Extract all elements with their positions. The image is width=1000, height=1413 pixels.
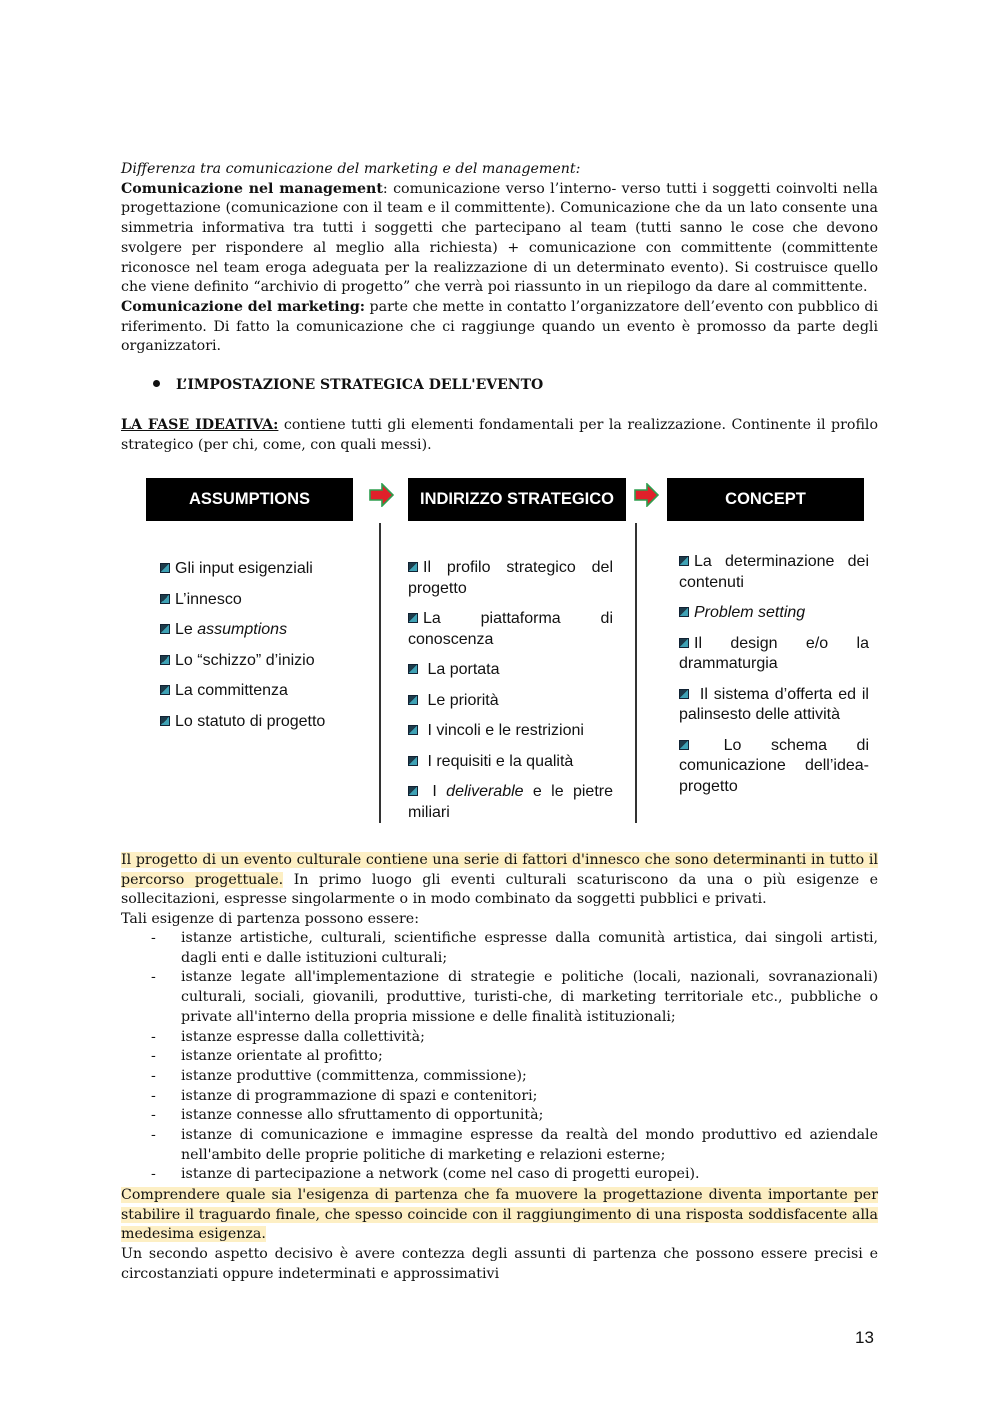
- list-item: Il design e/o la drammaturgia: [679, 634, 869, 672]
- square-bullet-icon: [160, 685, 170, 695]
- square-bullet-icon: [408, 664, 418, 674]
- square-bullet-icon: [408, 695, 418, 705]
- list-item: I vincoli e le restrizioni: [408, 721, 613, 742]
- list-item: Il profilo strategico del progetto: [408, 559, 613, 597]
- list-item: La portata: [408, 660, 613, 681]
- para3-rest: Un secondo aspetto decisivo è avere contezza degli assunti di partenza che possono essere precisi e circostanziati oppure indeterminati e approssimativi: [121, 1246, 878, 1282]
- assumptions-list: [160, 559, 360, 742]
- list-item: - istanze orientate al profitto;: [121, 1047, 878, 1067]
- mgmt-text: : comunicazione verso l’interno- verso tutti i soggetti coinvolti nella progettazione (comunicazione con il team e il committente). Comunicazione che da un lato consente una simmetria informativa tra tutti i soggetti che partecipano al team (tutti sanno le cose che devono svolgere per rispondere al meglio alla richiesta) + comunicazione con committente (committente riconosce nel team eroga adeguata per la realizzazione di un determinato evento). Si costruisce quello che viene definito “archivio di progetto” che verrà poi riassunto in un riepilogo da dare al committente.: [121, 180, 879, 296]
- list-item: Le priorità: [408, 691, 613, 712]
- square-bullet-icon: [160, 655, 170, 665]
- square-bullet-icon: [679, 607, 689, 617]
- highlighted-text: Il progetto di un evento culturale contiene una serie di fattori d'innesco che sono determinanti in tutto il percorso progettuale.: [121, 852, 878, 888]
- bullet-dot-icon: [153, 380, 160, 387]
- header-indirizzo: INDIRIZZO STRATEGICO: [408, 478, 626, 521]
- list-item: - istanze di programmazione di spazi e contenitori;: [121, 1087, 878, 1107]
- strategy-diagram: [146, 478, 869, 828]
- highlighted-text: Comprendere quale sia l'esigenza di partenza che fa muovere la progettazione diventa importante per stabilire il traguardo finale, che spesso coincide con il raggiungimento di una risposta soddisfacente alla medesima esigenza.: [121, 1187, 878, 1243]
- square-bullet-icon: [160, 624, 170, 634]
- square-bullet-icon: [679, 638, 689, 648]
- list-item: - istanze produttive (committenza, commissione);: [121, 1067, 878, 1087]
- list-item: Lo statuto di progetto: [160, 712, 360, 733]
- list-item: La piattaforma di conoscenza: [408, 610, 613, 648]
- intro-title: Differenza tra comunicazione del marketing e del management:: [121, 161, 581, 177]
- section-heading: [153, 377, 543, 393]
- column-divider: [635, 523, 637, 823]
- fase-label: LA FASE IDEATIVA:: [121, 417, 279, 433]
- square-bullet-icon: [160, 563, 170, 573]
- list-item: I requisiti e la qualità: [408, 752, 613, 773]
- fase-paragraph: [121, 416, 878, 455]
- section-heading-text: L’IMPOSTAZIONE STRATEGICA DELL'EVENTO: [176, 377, 544, 393]
- list-item: - istanze connesse allo sfruttamento di opportunità;: [121, 1106, 878, 1126]
- para2: [121, 851, 878, 930]
- list-item: Il sistema d’offerta ed il palinsesto delle attività: [679, 685, 869, 723]
- arrow-right-icon: [633, 483, 659, 507]
- list-item: Gli input esigenziali: [160, 559, 360, 580]
- list-item: L’innesco: [160, 590, 360, 611]
- esigenze-list: [121, 929, 878, 1185]
- list-item: Lo “schizzo” d’inizio: [160, 651, 360, 672]
- square-bullet-icon: [408, 756, 418, 766]
- mgmt-paragraph: [121, 180, 878, 298]
- list-item: Lo schema di comunicazione dell’idea-progetto: [679, 736, 869, 795]
- list-item: - istanze di comunicazione e immagine espresse da realtà del mondo produttivo ed aziendale nell'ambito delle proprie politiche di marketing e relazioni esterne;: [121, 1126, 878, 1165]
- list-item: Problem setting: [679, 603, 869, 624]
- para3-highlight-line: [121, 1186, 878, 1245]
- mkt-text: parte che mette in contatto l’organizzatore dell’evento con pubblico di riferimento. Di fatto la comunicazione che ci raggiunge quando un evento è promosso da parte degli organizzatori.: [121, 298, 878, 355]
- column-divider: [379, 523, 381, 823]
- list-item: - istanze legate all'implementazione di strategie e politiche (locali, nazionali, sovranazionali) culturali, sociali, giovanili, produttive, turisti-che, di marketing territoriale etc., pubbliche o private all'interno della propria missione e delle finalità istituzionali;: [121, 968, 878, 1027]
- para2-line: Tali esigenze di partenza possono essere:: [121, 911, 419, 928]
- page-number: 13: [855, 1328, 874, 1347]
- para3: [121, 1186, 878, 1285]
- square-bullet-icon: [408, 725, 418, 735]
- list-item: Le assumptions: [160, 620, 360, 641]
- list-item: I deliverable e le pietre miliari: [408, 783, 614, 821]
- header-concept: CONCEPT: [667, 478, 864, 521]
- header-assumptions: ASSUMPTIONS: [146, 478, 353, 521]
- list-item: La determinazione dei contenuti: [679, 553, 869, 591]
- list-item: - istanze espresse dalla collettività;: [121, 1028, 878, 1048]
- square-bullet-icon: [408, 786, 418, 796]
- list-item: La committenza: [160, 681, 360, 702]
- square-bullet-icon: [679, 689, 689, 699]
- square-bullet-icon: [160, 594, 170, 604]
- concept-list: [679, 552, 869, 807]
- fase-text: contiene tutti gli elementi fondamentali per la realizzazione. Continente il profilo strategico (per chi, come, con quali messi).: [121, 417, 878, 453]
- square-bullet-icon: [679, 740, 689, 750]
- indirizzo-list: [408, 558, 613, 833]
- mgmt-label: Comunicazione nel management: [121, 180, 383, 197]
- square-bullet-icon: [679, 556, 689, 566]
- mkt-label: Comunicazione del marketing:: [121, 298, 366, 315]
- square-bullet-icon: [408, 613, 418, 623]
- arrow-right-icon: [368, 483, 394, 507]
- list-item: - istanze artistiche, culturali, scientifiche espresse dalla comunità artistica, dai singoli artisti, dagli enti e dalle istituzioni culturali;: [121, 929, 878, 968]
- list-item: - istanze di partecipazione a network (come nel caso di progetti europei).: [121, 1165, 878, 1185]
- square-bullet-icon: [160, 716, 170, 726]
- mkt-paragraph: [121, 298, 878, 357]
- square-bullet-icon: [408, 562, 418, 572]
- intro-block: [121, 160, 878, 357]
- para2-main: Il progetto di un evento culturale contiene una serie di fattori d'innesco che sono determinanti in tutto il percorso progettuale. In primo luogo gli eventi culturali scaturiscono da una o più esigenze e sollecitazioni, espresse singolarmente o in modo combinato da soggetti pubblici e privati.: [121, 852, 878, 908]
